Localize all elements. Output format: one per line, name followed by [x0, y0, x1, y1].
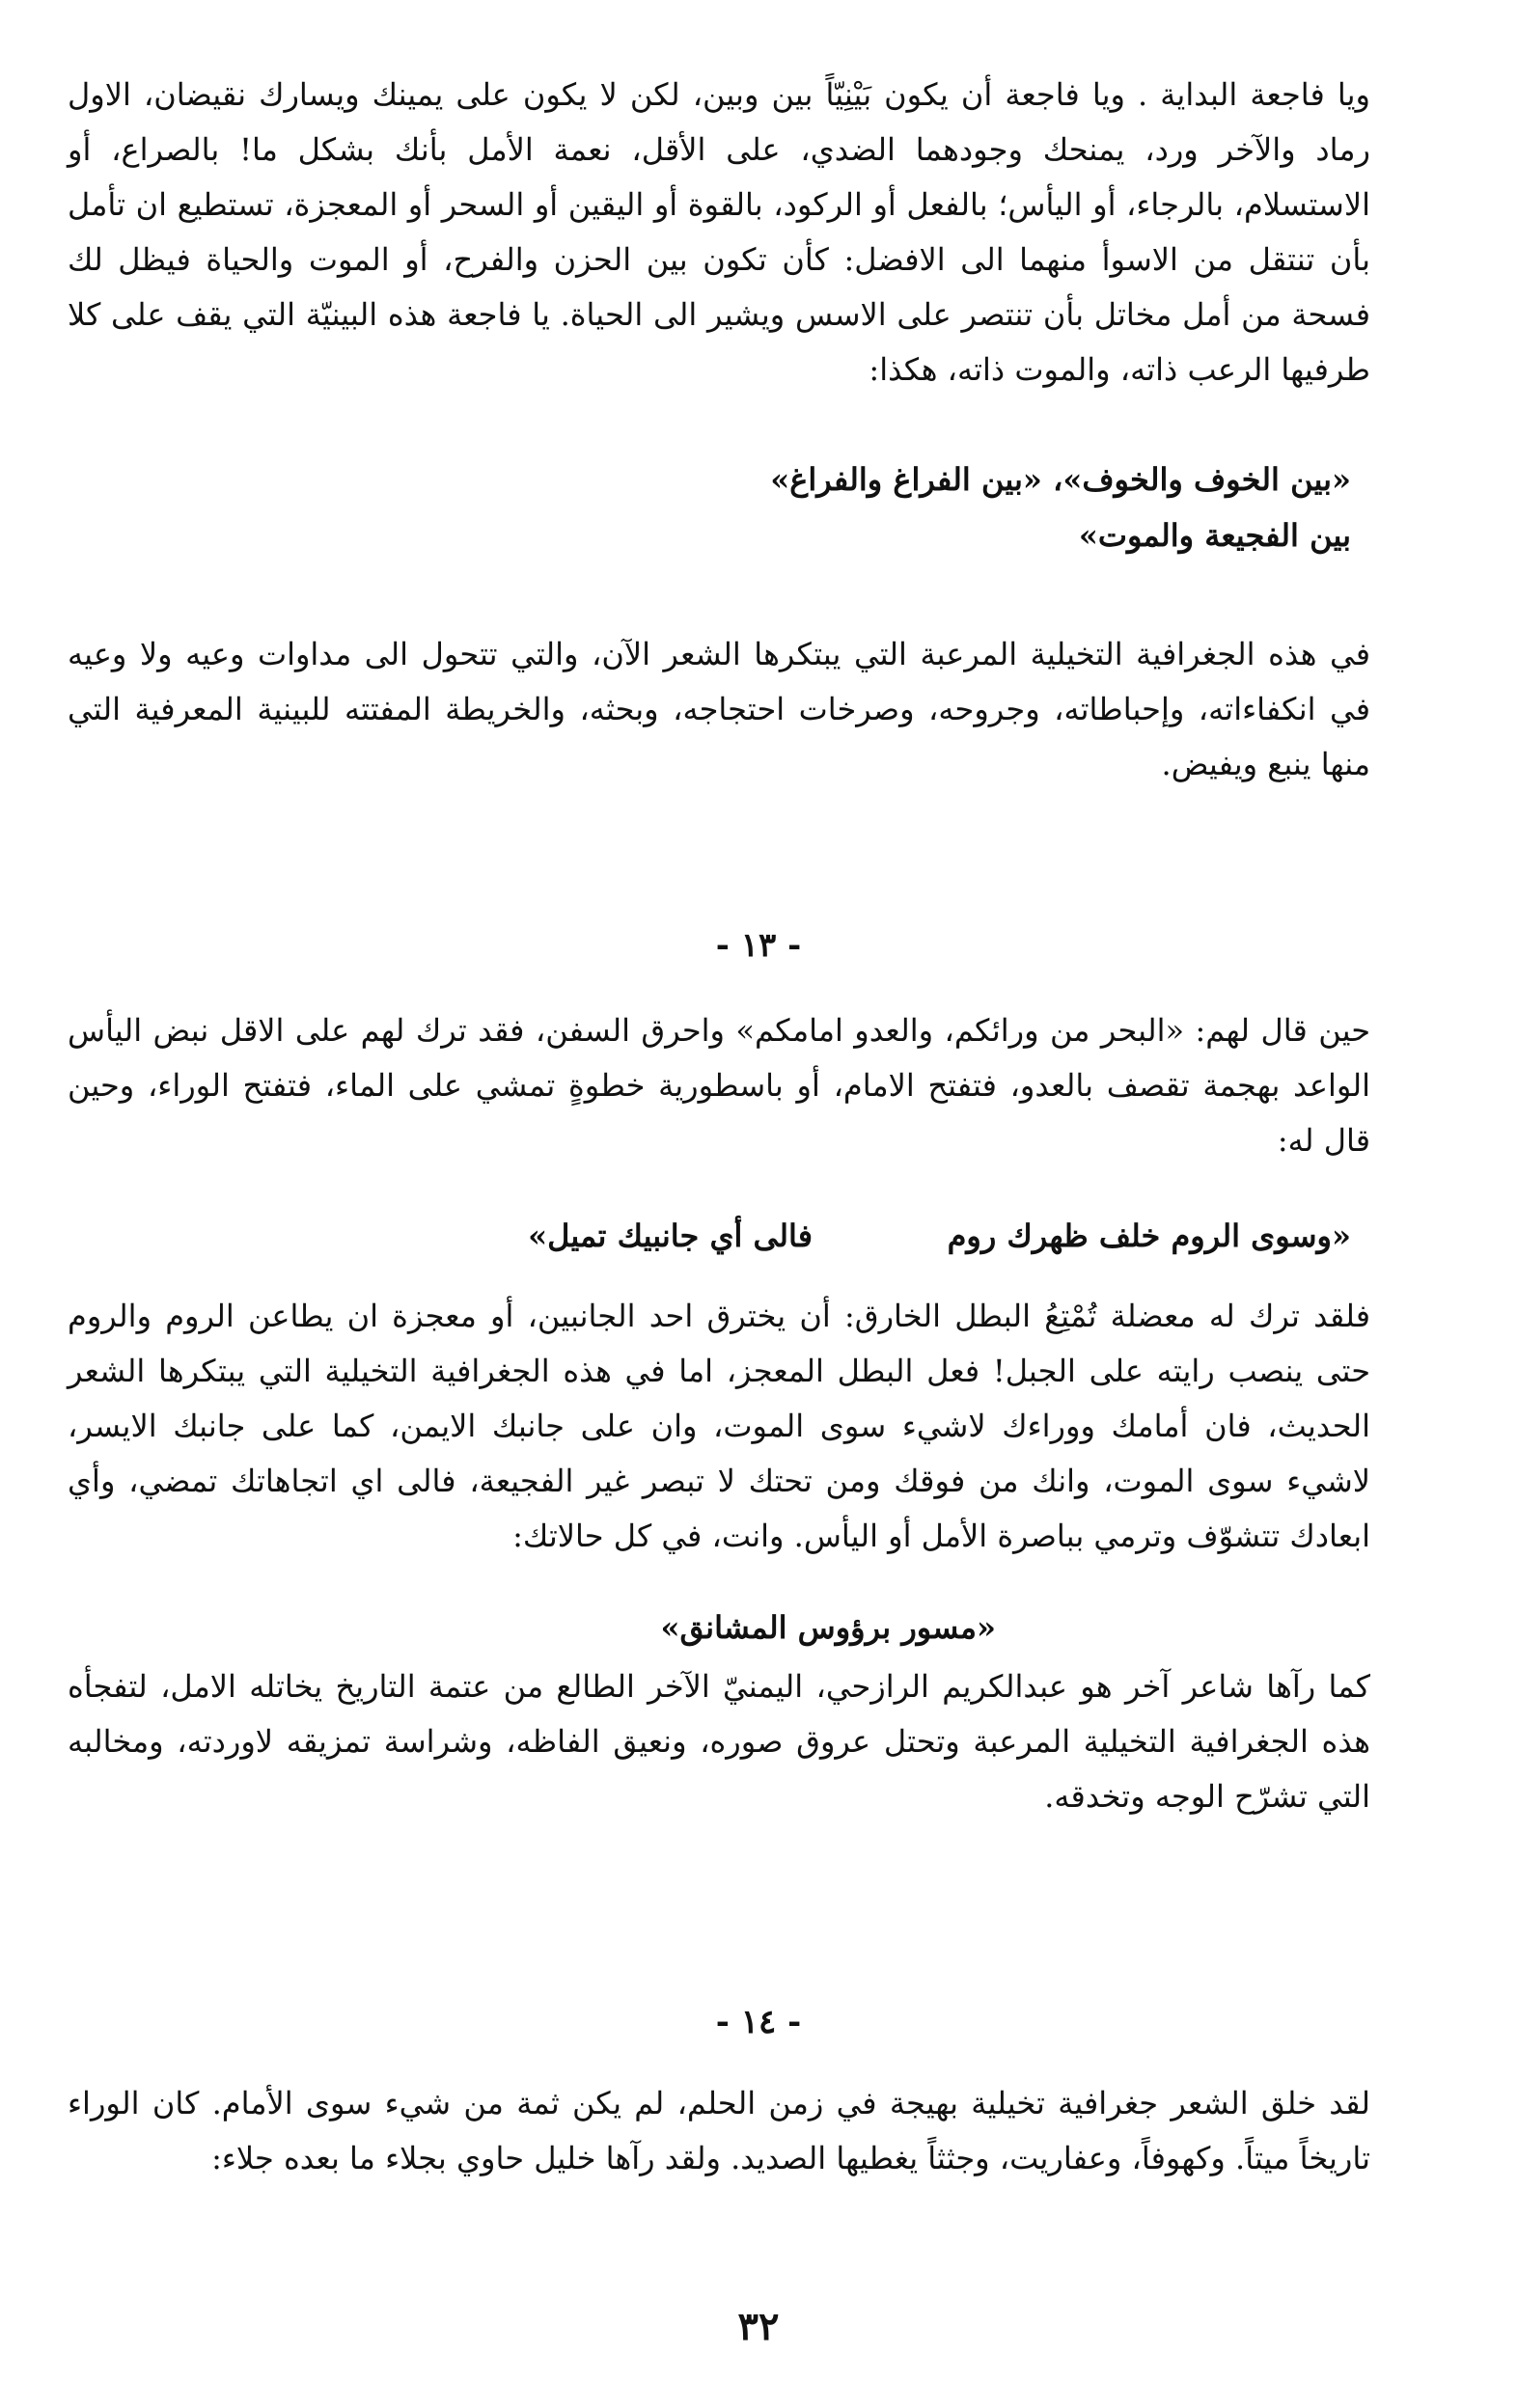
- section-14-number: - ١٤ -: [715, 2003, 802, 2041]
- section-12-quote-line-2: بين الفجيعة والموت»: [1078, 517, 1351, 554]
- section-12-paragraph-2: في هذه الجغرافية التخيلية المرعبة التي يبتكرها الشعر الآن، والتي تتحول الى مداوات وعيه ولا وعيه في انكفاءاته، وإحباطاته، وجروحه، وصرخات احتجاجه، وبحثه، والخريطة المفتته للبينية المعرفية التي منها ينبع ويفيض.: [68, 636, 1371, 782]
- page-number: ٣٢: [737, 2304, 780, 2349]
- section-13-quote: «مسور برؤوس المشانق»: [660, 1609, 996, 1646]
- section-13-number: - ١٣ -: [715, 926, 802, 965]
- section-13-verse-right: «وسوى الروم خلف ظهرك روم: [947, 1218, 1351, 1254]
- section-13-paragraph-1: حين قال لهم: «البحر من ورائكم، والعدو امامكم» واحرق السفن، فقد ترك لهم على الاقل نبض اليأس الواعد بهجمة تقصف بالعدو، فتفتح الامام، أو باسطورية خطوةٍ تمشي على الماء، فتفتح الوراء، وحين قال له:: [68, 1012, 1370, 1159]
- section-12-paragraph-1: ويا فاجعة البداية . ويا فاجعة أن يكون بَيْنِيّاً بين وبين، لكن لا يكون على يمينك ويسارك نقيضان، الاول رماد والآخر ورد، يمنحك وجودهما الضدي، على الأقل، نعمة الأمل بأنك بشكل ما! بالصراع، أو الاستسلام، بالرجاء، أو اليأس؛ بالفعل أو الركود، بالقوة أو اليقين أو السحر أو المعجزة، تستطيع ان تأمل بأن تنتقل من الاسوأ منهما الى الافضل: كأن تكون بين الحزن والفرح، أو الموت والحياة فيظل لك فسحة من أمل مخاتل بأن تنتصر على الاسس ويشير الى الحياة. يا فاجعة هذه البينيّة التي يقف على كلا طرفيها الرعب ذاته، والموت ذاته، هكذا:: [68, 76, 1371, 388]
- section-14-paragraph-1: لقد خلق الشعر جغرافية تخيلية بهيجة في زمن الحلم، لم يكن ثمة من شيء سوى الأمام. كان الوراء تاريخاً ميتاً. وكهوفاً، وعفاريت، وجثثاً يغطيها الصديد. ولقد رآها خليل حاوي بجلاء ما بعده جلاء:: [68, 2085, 1370, 2176]
- section-13-verse-left: فالى أي جانبيك تميل»: [528, 1218, 813, 1254]
- section-13-paragraph-2: فلقد ترك له معضلة تُمْتِعُ البطل الخارق: أن يخترق احد الجانبين، أو معجزة ان يطاعن الروم والروم حتى ينصب رايته على الجبل! فعل البطل المعجز، اما في هذه الجغرافية التخيلية التي يبتكرها الشعر الحديث، فان أمامك ووراءك لاشيء سوى الموت، وان على جانبك الايمن، كما على جانبك الايسر، لاشيء سوى الموت، وانك من فوقك ومن تحتك لا تبصر غير الفجيعة، فالى اي اتجاهاتك تمضي، وأي ابعادك تتشوّف وترمي بباصرة الأمل أو اليأس. وانت، في كل حالاتك:: [68, 1298, 1370, 1554]
- section-13-paragraph-3: كما رآها شاعر آخر هو عبدالكريم الرازحي، اليمنيّ الآخر الطالع من عتمة التاريخ يخاتله الامل، لتفجأه هذه الجغرافية التخيلية المرعبة وتحتل عروق صوره، ونعيق الفاظه، وشراسة تمزيقه لاوردته، ومخالبه التي تشرّح الوجه وتخدقه.: [68, 1668, 1370, 1815]
- section-12-quote-line-1: «بين الخوف والخوف»، «بين الفراغ والفراغ»: [770, 461, 1351, 498]
